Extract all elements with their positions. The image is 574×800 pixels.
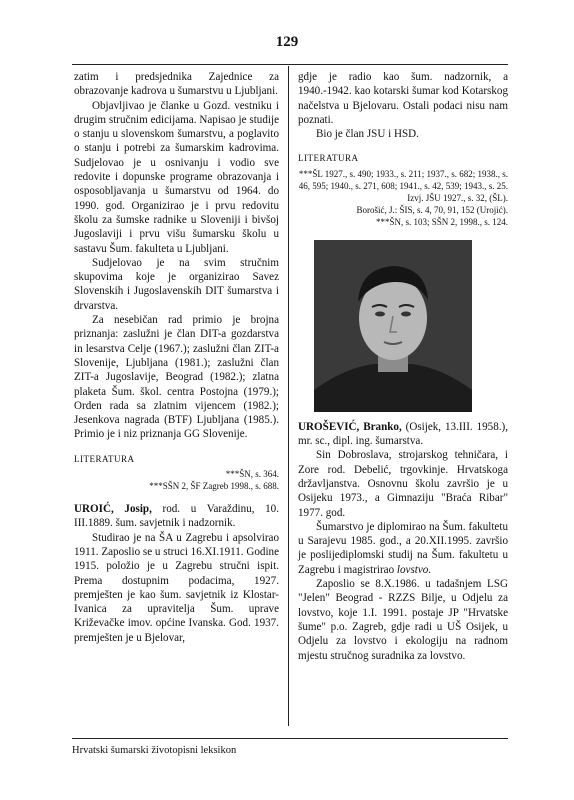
entry-intro: rod. u Varaždinu, 10. III.1889. šum. savjetnik i nadzornik. [74, 503, 279, 530]
literature-item: Borošić, J.: ŠIS, s. 4, 70, 91, 152 (Urojić). [356, 204, 508, 215]
literature-list [298, 168, 508, 228]
literature-list [74, 468, 279, 492]
literature-item: ***ŠN, s. 103; SŠN 2, 1998., s. 124. [375, 216, 508, 227]
paragraph: Sin Dobroslava, strojarskog tehničara, i Zore rod. Debelić, trgovkinje. Hrvatskoga državljanstva. Osnovnu školu završio je u Osijeku 1973., a Gimnaziju "Braća Ribar" 1977. god. [298, 449, 508, 519]
thesis-title: lovstvo. [396, 563, 432, 576]
entry-uroic-josip [74, 502, 279, 531]
paragraph: Zaposlio se 8.X.1986. u tadašnjem LSG "Jelen" Beograd - RZZS Bilje, u Odjelu za lovstvo, koje 1.I. 1991. postaje JP "Hrvatske šume" p.o. Zagreb, gdje radi u UŠ Osijek, u Odjelu za lovstvo i ekologiju na radnom mjestu stručnog suradnika za lovstvo. [298, 578, 508, 662]
paragraph: gdje je radio kao šum. nadzornik, a 1940.-1942. kao kotarski šumar kod Kotarskog načelstva u Bjelovaru. Ostali podaci nisu nam poznati. [298, 71, 508, 126]
entry-urosevic-branko [298, 420, 508, 449]
paragraph: Sudjelovao je na svim stručnim skupovima koje je organizirao Savez Slovenskih i Jugoslavenskih DIT šumarstva i drvarstva. [74, 256, 279, 312]
footer-rule [72, 738, 508, 739]
entry-intro: (Osijek, 13.III. 1958.), mr. sc., dipl. ing. šumarstva. [298, 420, 509, 448]
header-rule [72, 64, 508, 65]
literature-heading: LITERATURA [298, 153, 359, 164]
paragraph [298, 520, 508, 577]
entry-name: UROŠEVIĆ, Branko, [298, 420, 402, 433]
literature-heading: LITERATURA [74, 453, 135, 464]
literature-item: ***SŠN 2, ŠF Zagreb 1998., s. 688. [149, 481, 279, 492]
column-divider [288, 66, 289, 726]
footer-text: Hrvatski šumarski životopisni leksikon [72, 745, 237, 756]
page-number: 129 [275, 34, 299, 50]
paragraph: Za nesebičan rad primio je brojna priznanja: zaslužni je član DIT-a gozdarstva in lesarstva Celje (1967.); zaslužni član ZIT-a Slovenije, Ljubljana (1981.); zaslužni član ZIT-a Jugoslavije, Beograd (1982.); zlatna plaketa Šum. škol. centra Postojna (1979.); Orden rada sa zlatnim vijencem (1982.); Jesenkova nagrada (BTF) Ljubljana (1985.). Primio je i niz priznanja GG Slovenije. [74, 314, 279, 441]
entry-name: UROIĆ, Josip, [74, 503, 152, 516]
portrait-image [314, 240, 472, 412]
literature-item: ***ŠL 1927., s. 490; 1933., s. 211; 1937., s. 682; 1938., s. 46, 595; 1940., s. 271, 608; 1941., s. 42, 539; 1943., s. 25. [298, 168, 508, 191]
literature-item: Izvj. JŠU 1927., s. 32, (ŠL). [407, 192, 508, 203]
right-column [298, 70, 508, 663]
portrait-photo [314, 240, 472, 412]
paragraph: Bio je član JSU i HSD. [316, 128, 419, 141]
paragraph-text: Šumarstvo je diplomirao na Šum. fakultetu u Sarajevu 1985. god., a 20.XII.1995. završio je poslijediplomski studij na Šum. fakultetu u Zagrebu i magistrirao [298, 520, 508, 576]
literature-item: ***ŠN, s. 364. [225, 469, 279, 480]
paragraph: Objavljivao je članke u Gozd. vestniku i drugim stručnim edicijama. Napisao je studije o stanju u slovenskom šumarstvu, a poglavito o stanju i potrebi za šumarskim kadrovima. Sudjelovao je u osnivanju i vodio sve redovite i dopunske programe obrazovanja i osposobljavanja u šumarstvu od 1964. do 1990. god. Organizirao je i prvu redovitu školu za šumske radnike u Sloveniji i bivšoj Jugoslaviji i prvu višu šumarsku školu u sastavu Šum. fakulteta u Ljubljani. [74, 99, 279, 255]
paragraph: Studirao je na ŠA u Zagrebu i apsolvirao 1911. Zaposlio se u struci 16.XI.1911. Godine 1915. položio je u Zagrebu stručni ispit. Prema dostupnim podacima, 1927. premješten je kao šum. savjetnik iz Klostar-Ivanica za upravitelja Šum. uprave Križevačke imov. općine Ivanska. God. 1937. premješten je u Bjelovar, [74, 531, 280, 644]
paragraph: zatim i predsjednika Zajednice za obrazovanje kadrova u šumarstvu u Ljubljani. [74, 71, 279, 98]
left-column [74, 70, 279, 645]
